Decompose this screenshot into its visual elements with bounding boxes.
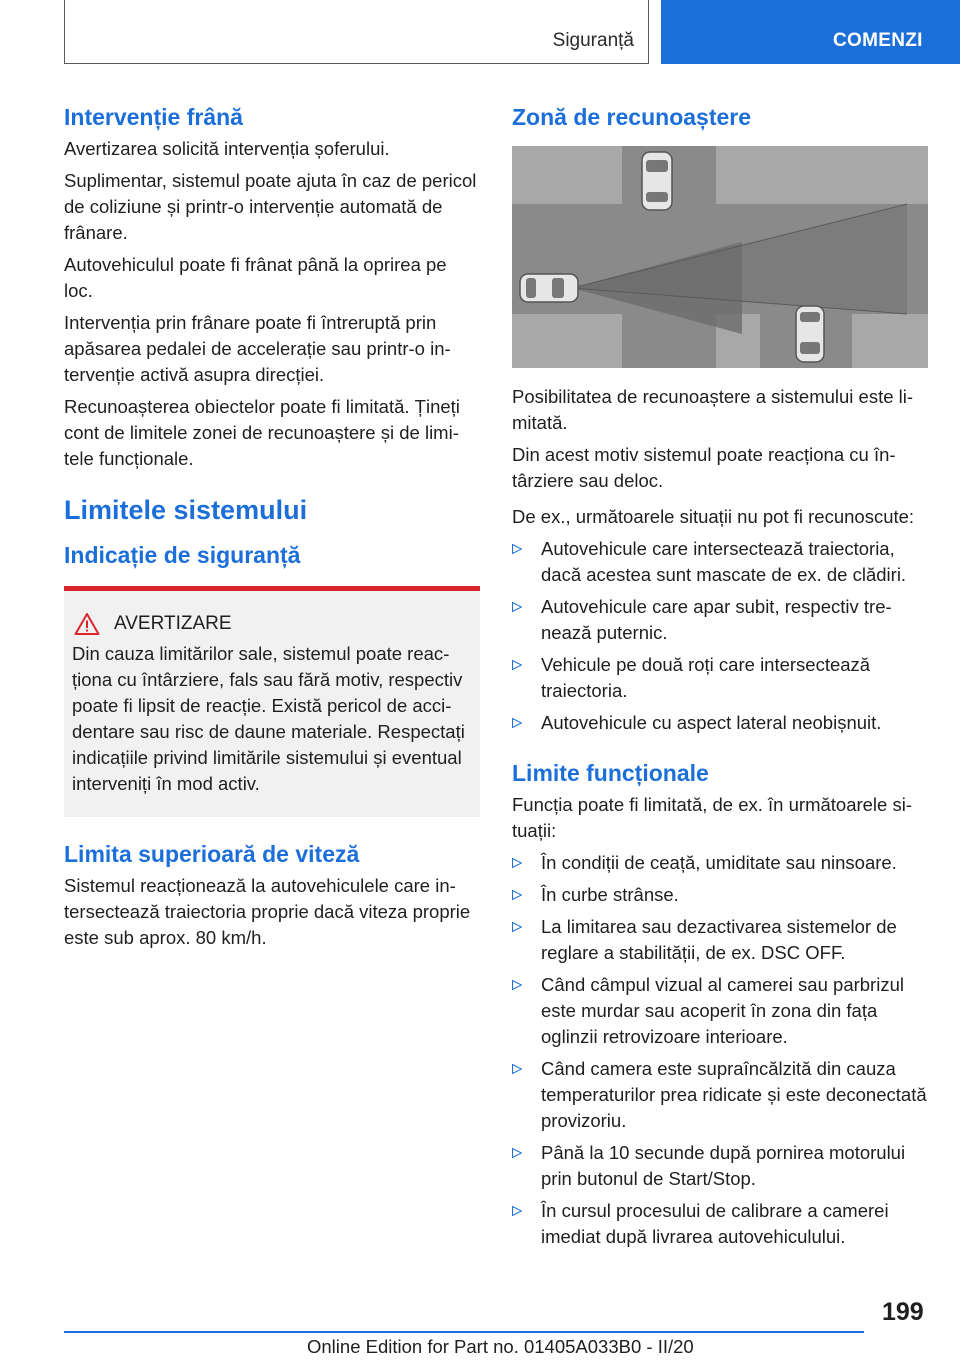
list-item: Vehicule pe două roți care intersectează traiectoria. — [512, 652, 928, 704]
paragraph: Funcția poate fi limitată, de ex. în următoarele situații: — [512, 794, 913, 841]
list-item: Autovehicule care intersectează traiectoria, dacă acestea sunt mascate de ex. de clădiri. — [512, 536, 928, 588]
list-item: Până la 10 secunde după pornirea motorului prin butonul de Start/Stop. — [512, 1140, 928, 1192]
header-section-box — [64, 0, 649, 64]
warning-header — [72, 611, 472, 637]
unrecognized-situations-list — [512, 536, 928, 736]
header-chapter-label: COMENZI — [833, 30, 923, 51]
heading-system-limits: Limitele sistemului — [64, 495, 308, 525]
triangle-bullet-icon — [512, 544, 522, 554]
paragraph: De ex., următoarele situații nu pot fi recunoscute: — [512, 506, 915, 527]
detection-zone-illustration — [512, 146, 928, 368]
heading-brake-intervention: Intervenție frână — [64, 104, 243, 130]
warning-text: Din cauza limitărilor sale, sistemul poate reacționa cu întârziere, fals sau fără motiv, respectiv poate fi lipsit de reacție. Există pericol de accidentare sau risc de daune materiale. Respectați indicațiile privind limitările sistemului și eventual interveniți în mod activ. — [72, 643, 465, 794]
list-item: Când câmpul vizual al camerei sau parbrizul este murdar sau acoperit în zona din fața oglinzii retrovizoare interioare. — [512, 972, 928, 1050]
list-item: În curbe strânse. — [512, 882, 928, 908]
triangle-bullet-icon — [512, 922, 522, 932]
triangle-bullet-icon — [512, 1206, 522, 1216]
heading-safety-note: Indicație de siguranță — [64, 542, 301, 568]
header-chapter-tab[interactable] — [661, 0, 960, 64]
warning-triangle-icon — [74, 612, 100, 636]
paragraph: Sistemul reacționează la autovehiculele care intersectează traiectoria proprie dacă viteza proprie este sub aprox. 80 km/h. — [64, 875, 471, 948]
triangle-bullet-icon — [512, 858, 522, 868]
left-column — [64, 100, 480, 957]
heading-detection-zone: Zonă de recunoaștere — [512, 104, 752, 130]
footer-divider — [64, 1331, 864, 1333]
triangle-bullet-icon — [512, 980, 522, 990]
car-top-icon — [642, 152, 672, 210]
header-section-label: Siguranță — [552, 30, 634, 51]
paragraph: Recunoașterea obiectelor poate fi limitată. Țineți cont de limitele zonei de recunoaștere și de limitele funcționale. — [64, 396, 460, 469]
triangle-bullet-icon — [512, 660, 522, 670]
triangle-bullet-icon — [512, 1064, 522, 1074]
detection-zone-figure — [512, 146, 928, 368]
own-car-icon — [520, 274, 578, 302]
functional-limits-list — [512, 850, 928, 1250]
list-item: Autovehicule care apar subit, respectiv trenează puternic. — [512, 594, 928, 646]
list-item: În cursul procesului de calibrare a camerei imediat după livrarea autovehiculului. — [512, 1198, 928, 1250]
paragraph: Suplimentar, sistemul poate ajuta în caz de pericol de coliziune și printr-o intervenție automată de frânare. — [64, 170, 477, 243]
edition-label: Online Edition for Part no. 01405A033B0 - II/20 — [307, 1336, 694, 1357]
heading-speed-limit: Limita superioară de viteză — [64, 841, 360, 867]
list-item: La limitarea sau dezactivarea sistemelor de reglare a stabilității, de ex. DSC OFF. — [512, 914, 928, 966]
car-bottom-icon — [796, 306, 824, 362]
list-item: Când camera este supraîncălzită din cauza temperaturilor prea ridicate și este deconectată provizoriu. — [512, 1056, 928, 1134]
paragraph: Intervenția prin frânare poate fi întreruptă prin apăsarea pedalei de accelerație sau printr-o intervenție activă asupra direcției. — [64, 312, 451, 385]
page-number: 199 — [882, 1298, 924, 1326]
list-item: Autovehicule cu aspect lateral neobișnuit. — [512, 710, 928, 736]
paragraph: Din acest motiv sistemul poate reacționa cu întârziere sau deloc. — [512, 444, 896, 491]
triangle-bullet-icon — [512, 1148, 522, 1158]
triangle-bullet-icon — [512, 718, 522, 728]
paragraph: Avertizarea solicită intervenția șoferului. — [64, 138, 390, 159]
list-item: În condiții de ceață, umiditate sau ninsoare. — [512, 850, 928, 876]
paragraph: Posibilitatea de recunoaștere a sistemului este limitată. — [512, 386, 914, 433]
right-column — [512, 100, 928, 1256]
heading-functional-limits: Limite funcționale — [512, 760, 709, 786]
triangle-bullet-icon — [512, 890, 522, 900]
paragraph: Autovehiculul poate fi frânat până la oprirea pe loc. — [64, 254, 447, 301]
warning-title: AVERTIZARE — [114, 613, 232, 634]
triangle-bullet-icon — [512, 602, 522, 612]
warning-box — [64, 586, 480, 817]
